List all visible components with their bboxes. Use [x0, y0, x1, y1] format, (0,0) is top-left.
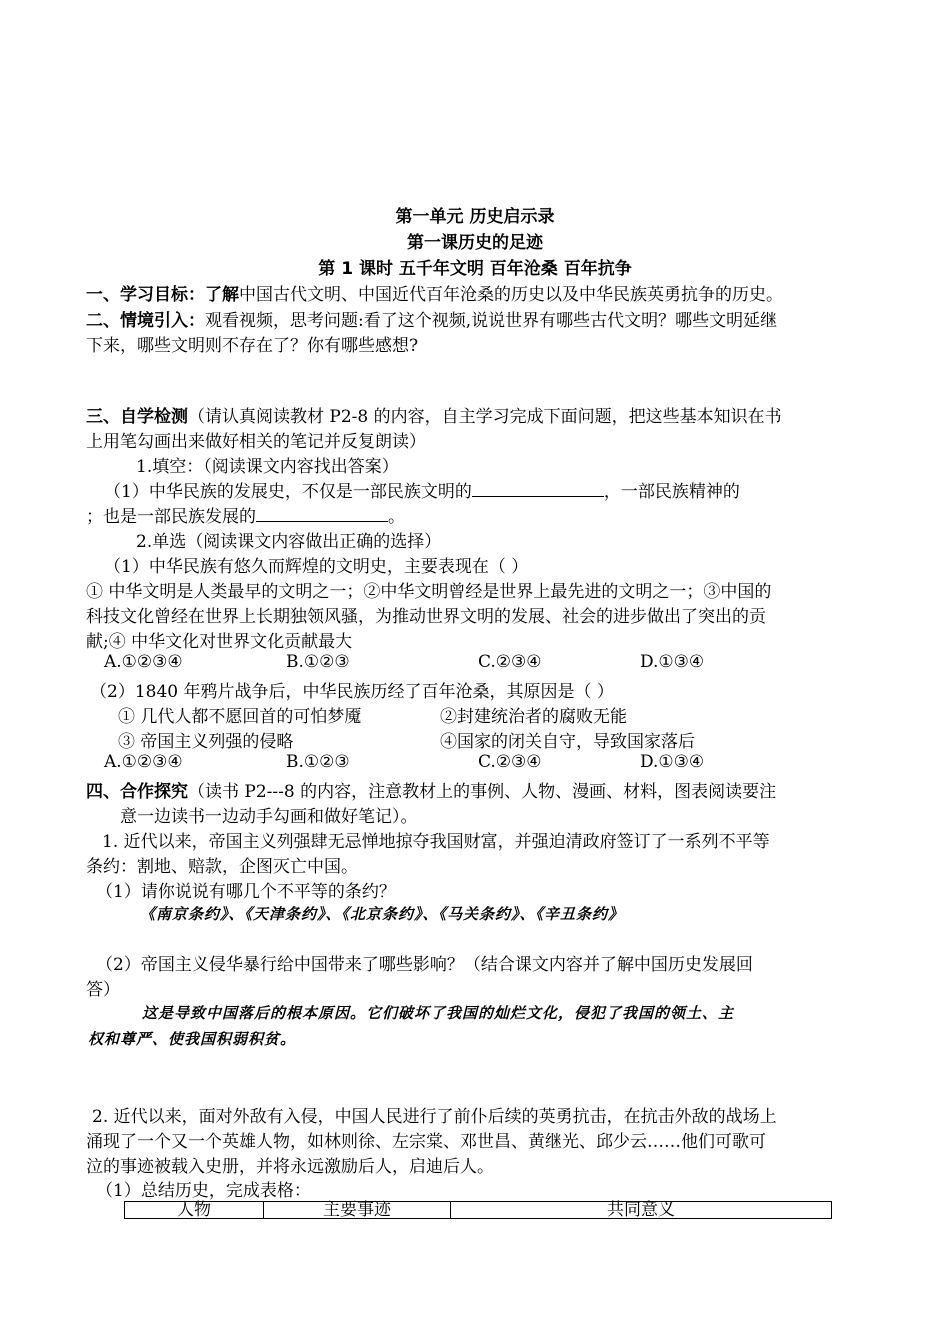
p1-question-2: （2）帝国主义侵华暴行给中国带来了哪些影响？（结合课文内容并了解中国历史发展回 — [96, 955, 753, 975]
question-1-stem: （1）中华民族有悠久而辉煌的文明史，主要表现在（ ） — [104, 557, 529, 577]
paragraph-1: 条约：割地、赔款，企图灭亡中国。 — [86, 857, 358, 877]
answer-blank[interactable] — [472, 480, 604, 497]
question-2-option-3: ③ 帝国主义列强的侵略 — [118, 732, 294, 752]
section-cooperative — [86, 777, 776, 802]
question-2-stem: （2）1840 年鸦片战争后，中华民族历经了百年沧桑，其原因是（ ） — [90, 682, 614, 702]
fill-text: 。 — [388, 507, 405, 527]
p1-answer-2: 权和尊严、使我国积弱积贫。 — [88, 1030, 297, 1048]
p1-question-2: 答） — [86, 980, 120, 1000]
section-text: 中国古代文明、中国近代百年沧桑的历史以及中华民族英勇抗争的历史。 — [239, 285, 783, 305]
choice-b[interactable]: B.①②③ — [286, 752, 350, 772]
section-heading: 二、情境引入： — [86, 311, 205, 331]
section-heading: 一、学习目标：了解 — [86, 285, 239, 305]
p1-answer-1: 《南京条约》、《天津条约》、《北京条约》、《马关条约》、《辛丑条约》 — [140, 905, 625, 923]
fill-text: （1）中华民族的发展史，不仅是一部民族文明的 — [104, 482, 472, 502]
table-header-person: 人物 — [125, 1202, 264, 1219]
section-text: 下来，哪些文明则不存在了？你有哪些感想? — [86, 336, 419, 356]
table-header-significance: 共同意义 — [451, 1202, 832, 1219]
choice-c[interactable]: C.②③④ — [478, 752, 542, 772]
question-2-option-2: ②封建统治者的腐败无能 — [440, 707, 627, 727]
p1-question-1: （1）请你说说有哪几个不平等的条约？ — [96, 882, 396, 902]
choice-title: 2.单选（阅读课文内容做出正确的选择） — [136, 532, 442, 552]
session-title: 第 1 课时 五千年文明 百年沧桑 百年抗争 — [318, 259, 632, 279]
question-1-options: 科技文化曾经在世界上长期独领风骚，为推动世界文明的发展、社会的进步做出了突出的贡 — [86, 607, 766, 627]
fill-question-cont — [86, 502, 405, 527]
fill-text: ，一部民族精神的 — [603, 482, 740, 502]
paragraph-1: 1. 近代以来，帝国主义列强肆无忌惮地掠夺我国财富，并强迫清政府签订了一系列不平等 — [102, 832, 770, 852]
paragraph-2: 2. 近代以来，面对外敌有入侵，中国人民进行了前仆后续的英勇抗击，在抗击外敌的战场上 — [92, 1107, 777, 1127]
choice-c[interactable]: C.②③④ — [478, 652, 542, 672]
section-text: 观看视频，思考问题:看了这个视频,说说世界有哪些古代文明？哪些文明延继 — [205, 311, 778, 331]
summary-prompt: （1）总结历史，完成表格： — [96, 1181, 311, 1201]
section-heading: 三、自学检测 — [86, 407, 188, 427]
paragraph-2: 泣的事迹被载入史册，并将永远激励后人，启迪后人。 — [86, 1157, 494, 1177]
table-header-row — [125, 1202, 832, 1219]
fill-title: 1.填空：（阅读课文内容找出答案） — [136, 457, 399, 477]
question-1-options: ① 中华文明是人类最早的文明之一；②中华文明曾经是世界上最先进的文明之一；③中国的 — [86, 582, 772, 602]
unit-title: 第一单元 历史启示录 — [395, 207, 555, 227]
p1-answer-2: 这是导致中国落后的根本原因。它们破坏了我国的灿烂文化，侵犯了我国的领土、主 — [142, 1004, 735, 1022]
summary-table — [124, 1201, 832, 1219]
section-intro — [86, 306, 777, 331]
section-text: 意一边读书一边动手勾画和做好笔记）。 — [120, 807, 418, 827]
section-text: （请认真阅读教材 P2-8 的内容，自主学习完成下面问题，把这些基本知识在书 — [188, 407, 782, 427]
choice-d[interactable]: D.①③④ — [640, 652, 705, 672]
answer-blank[interactable] — [256, 505, 388, 522]
section-heading: 四、合作探究 — [86, 782, 188, 802]
question-2-option-4: ④国家的闭关自守，导致国家落后 — [440, 732, 695, 752]
section-learning-goals — [86, 280, 783, 305]
choice-a[interactable]: A.①②③④ — [104, 752, 183, 772]
table-header-deeds: 主要事迹 — [264, 1202, 451, 1219]
section-text: （读书 P2---8 的内容，注意教材上的事例、人物、漫画、材料，图表阅读要注 — [188, 782, 777, 802]
fill-question — [104, 477, 740, 502]
paragraph-2: 涌现了一个又一个英雄人物，如林则徐、左宗棠、邓世昌、黄继光、邱少云……他们可歌可 — [86, 1132, 766, 1152]
lesson-title: 第一课历史的足迹 — [407, 233, 543, 253]
choice-a[interactable]: A.①②③④ — [104, 652, 183, 672]
section-text: 上用笔勾画出来做好相关的笔记并反复朗读） — [86, 432, 426, 452]
section-self-check — [86, 402, 782, 427]
question-1-options: 献;④ 中华文化对世界文化贡献最大 — [86, 632, 353, 652]
choice-d[interactable]: D.①③④ — [640, 752, 705, 772]
question-2-option-1: ① 几代人都不愿回首的可怕梦魇 — [118, 707, 362, 727]
choice-b[interactable]: B.①②③ — [286, 652, 350, 672]
fill-text: ；也是一部民族发展的 — [86, 507, 256, 527]
